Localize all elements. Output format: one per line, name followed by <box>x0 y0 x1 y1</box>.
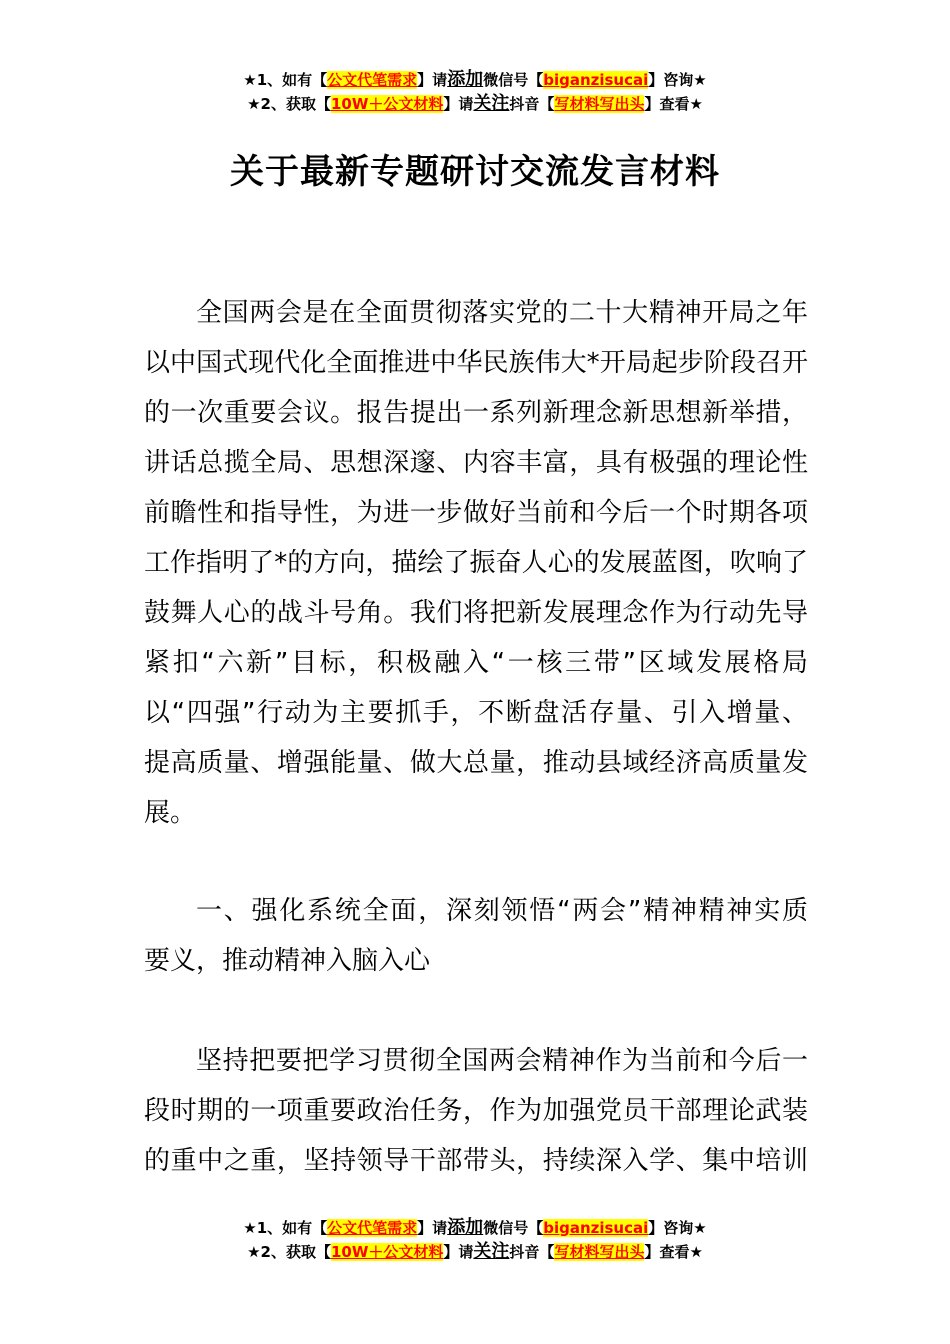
text-line: 坚持把要把学习贯彻全国两会精神作为当前和今后一 <box>196 1046 808 1076</box>
banner-line-2 <box>0 92 950 116</box>
banner-text: 】请 <box>417 1219 448 1237</box>
banner-highlight: 公文代笔需求 <box>327 1219 418 1237</box>
banner-text: 】咨询★ <box>648 71 707 89</box>
banner-text: 抖音【 <box>509 95 555 113</box>
text-line: 工作指明了*的方向，描绘了振奋人心的发展蓝图，吹响了 <box>144 548 808 578</box>
text-line: 一、强化系统全面，深刻领悟“两会”精神精神实质 <box>196 896 808 926</box>
text-line: 鼓舞人心的战斗号角。我们将把新发展理念作为行动先导 <box>144 598 808 628</box>
paragraph-body <box>144 1036 808 1186</box>
banner-text: 】咨询★ <box>648 1219 707 1237</box>
banner-highlight: 写材料写出头 <box>554 1243 645 1261</box>
banner-text: 】请 <box>417 71 448 89</box>
banner-emphasis: 添加 <box>447 1217 484 1238</box>
text-line: 提高质量、增强能量、做大总量，推动县域经济高质量发 <box>144 748 808 778</box>
header-banner <box>0 68 950 116</box>
banner-text: 微信号【 <box>483 71 544 89</box>
document-title: 关于最新专题研讨交流发言材料 <box>230 152 720 192</box>
banner-text: 】请 <box>443 95 474 113</box>
text-line: 讲话总揽全局、思想深邃、内容丰富，具有极强的理论性 <box>144 448 808 478</box>
paragraph-intro <box>144 288 808 838</box>
text-line: 以“四强”行动为主要抓手，不断盘活存量、引入增量、 <box>144 698 808 728</box>
banner-text: 】查看★ <box>644 95 703 113</box>
text-line: 全国两会是在全面贯彻落实党的二十大精神开局之年 <box>196 298 808 328</box>
banner-highlight: 10W＋公文材料 <box>330 1243 444 1261</box>
banner-highlight: 10W＋公文材料 <box>330 95 444 113</box>
banner-emphasis: 关注 <box>473 93 510 114</box>
banner-line-2 <box>0 1240 950 1264</box>
text-line: 的重中之重，坚持领导干部带头，持续深入学、集中培训 <box>144 1146 808 1176</box>
text-line: 要义，推动精神入脑入心 <box>144 946 431 976</box>
text-line: 段时期的一项重要政治任务，作为加强党员干部理论武装 <box>144 1096 808 1126</box>
footer-banner <box>0 1216 950 1264</box>
banner-text: 】查看★ <box>644 1243 703 1261</box>
section-heading-1 <box>144 886 808 986</box>
banner-text: ★1、如有【 <box>243 1219 328 1237</box>
text-line: 展。 <box>144 798 197 828</box>
banner-text: ★2、获取【 <box>247 95 331 113</box>
banner-text: 抖音【 <box>509 1243 555 1261</box>
text-line: 以中国式现代化全面推进中华民族伟大*开局起步阶段召开 <box>144 348 808 378</box>
banner-text: ★1、如有【 <box>243 71 328 89</box>
banner-highlight: biganzisucai <box>543 71 649 89</box>
banner-emphasis: 添加 <box>447 69 484 90</box>
banner-highlight: 公文代笔需求 <box>327 71 418 89</box>
banner-text: 微信号【 <box>483 1219 544 1237</box>
banner-emphasis: 关注 <box>473 1241 510 1262</box>
text-line: 紧扣“六新”目标，积极融入“一核三带”区域发展格局 <box>144 648 808 678</box>
text-line: 的一次重要会议。报告提出一系列新理念新思想新举措， <box>144 398 808 428</box>
banner-line-1 <box>0 1216 950 1240</box>
banner-highlight: 写材料写出头 <box>554 95 645 113</box>
banner-line-1 <box>0 68 950 92</box>
banner-highlight: biganzisucai <box>543 1219 649 1237</box>
banner-text: 】请 <box>443 1243 474 1261</box>
text-line: 前瞻性和指导性，为进一步做好当前和今后一个时期各项 <box>144 498 808 528</box>
banner-text: ★2、获取【 <box>247 1243 331 1261</box>
